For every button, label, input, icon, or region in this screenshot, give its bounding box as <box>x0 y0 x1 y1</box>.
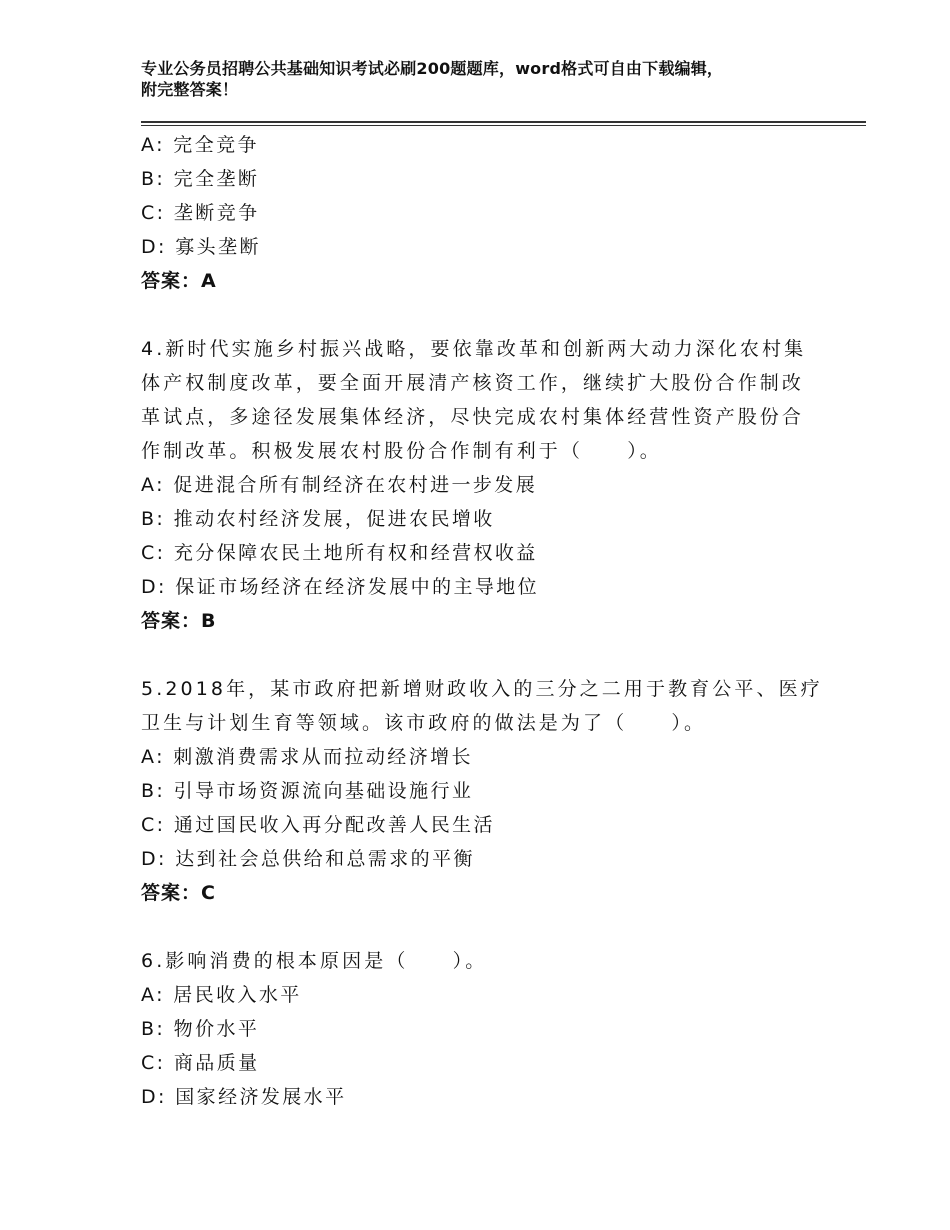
answer-label: 答案：B <box>141 610 217 632</box>
header-divider-thin <box>141 125 866 126</box>
option-c: C: 商品质量 <box>141 1052 260 1074</box>
question-5-block <box>141 672 841 910</box>
spacer <box>141 298 841 332</box>
answer-label: 答案：A <box>141 270 217 292</box>
question-6-block <box>141 944 841 1114</box>
answer-label: 答案：C <box>141 882 216 904</box>
spacer <box>141 638 841 672</box>
question-stem-line: 革试点，多途径发展集体经济，尽快完成农村集体经营性资产股份合 <box>141 406 805 428</box>
question-stem-line: 作制改革。积极发展农村股份合作制有利于（ ）。 <box>141 440 662 462</box>
option-b: B: 推动农村经济发展，促进农民增收 <box>141 508 495 530</box>
spacer <box>141 910 841 944</box>
question-content <box>141 128 841 1114</box>
option-a: A: 完全竞争 <box>141 134 259 156</box>
option-d: D: 保证市场经济在经济发展中的主导地位 <box>141 576 540 598</box>
question-4-block <box>141 332 841 638</box>
question-stem-line: 6.影响消费的根本原因是（ ）。 <box>141 950 488 972</box>
question-stem-line: 卫生与计划生育等领域。该市政府的做法是为了（ ）。 <box>141 712 707 734</box>
option-a: A: 促进混合所有制经济在农村进一步发展 <box>141 474 538 496</box>
option-d: D: 达到社会总供给和总需求的平衡 <box>141 848 475 870</box>
question-stem-line: 5.2018年，某市政府把新增财政收入的三分之二用于教育公平、医疗 <box>141 678 823 700</box>
option-c: C: 充分保障农民土地所有权和经营权收益 <box>141 542 538 564</box>
question-3-block <box>141 128 841 298</box>
page-header <box>141 58 821 100</box>
option-b: B: 物价水平 <box>141 1018 260 1040</box>
option-d: D: 寡头垄断 <box>141 236 261 258</box>
option-c: C: 垄断竞争 <box>141 202 260 224</box>
header-divider-thick <box>141 121 866 123</box>
option-a: A: 居民收入水平 <box>141 984 302 1006</box>
option-b: B: 完全垄断 <box>141 168 260 190</box>
option-c: C: 通过国民收入再分配改善人民生活 <box>141 814 495 836</box>
option-a: A: 刺激消费需求从而拉动经济增长 <box>141 746 473 768</box>
header-line-1: 专业公务员招聘公共基础知识考试必刷200题题库，word格式可自由下载编辑， <box>141 59 724 78</box>
option-b: B: 引导市场资源流向基础设施行业 <box>141 780 474 802</box>
question-stem-line: 体产权制度改革，要全面开展清产核资工作，继续扩大股份合作制改 <box>141 372 805 394</box>
header-line-2: 附完整答案！ <box>141 80 239 99</box>
question-stem-line: 4.新时代实施乡村振兴战略，要依靠改革和创新两大动力深化农村集 <box>141 338 807 360</box>
option-d: D: 国家经济发展水平 <box>141 1086 347 1108</box>
